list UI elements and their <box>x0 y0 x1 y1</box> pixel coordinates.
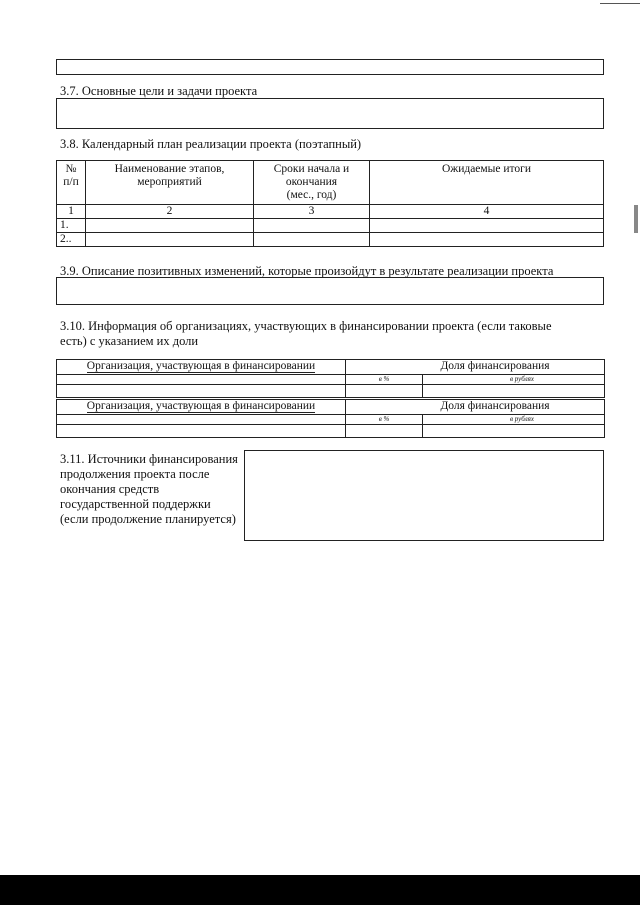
percent-label-2: в % <box>346 415 423 425</box>
row-2-results-cell[interactable] <box>370 233 604 247</box>
col-number-4: 4 <box>370 205 604 219</box>
org-name-cell-2[interactable] <box>57 425 346 438</box>
section-3-8-heading: 3.8. Календарный план реализации проекта (поэтапный) <box>60 137 362 151</box>
org-name-cell-1[interactable] <box>57 385 346 398</box>
header-results: Ожидаемые итоги <box>370 161 604 205</box>
col-number-2: 2 <box>86 205 254 219</box>
org-label-1: Организация, участвующая в финансировании <box>57 360 346 375</box>
row-2-stage-cell[interactable] <box>86 233 254 247</box>
col-number-1: 1 <box>57 205 86 219</box>
percent-cell-2[interactable] <box>346 425 423 438</box>
section-3-9-input-box[interactable] <box>56 277 604 305</box>
header-dates: Сроки начала и окончания (мес., год) <box>254 161 370 205</box>
section-3-10-heading-line1: 3.10. Информация об организациях, участвующих в финансировании проекта (если таковые <box>60 319 552 333</box>
header-number: № п/п <box>57 161 86 205</box>
org-subheader-2 <box>57 415 346 425</box>
scan-edge-mark <box>634 205 638 233</box>
row-1-results-cell[interactable] <box>370 219 604 233</box>
row-1-number: 1. <box>57 219 86 233</box>
percent-cell-1[interactable] <box>346 385 423 398</box>
row-1-stage-cell[interactable] <box>86 219 254 233</box>
section-3-7-heading: 3.7. Основные цели и задачи проекта <box>60 84 258 98</box>
financing-table-2 <box>56 399 605 438</box>
section-3-10-heading-line2: есть) с указанием их доли <box>60 334 199 348</box>
financing-table-1 <box>56 359 605 398</box>
section-3-11-input-box[interactable] <box>244 450 604 541</box>
org-label-2: Организация, участвующая в финансировании <box>57 400 346 415</box>
prev-section-input-box[interactable] <box>56 59 604 75</box>
section-3-9-heading: 3.9. Описание позитивных изменений, которые произойдут в результате реализации проекта <box>60 264 554 278</box>
row-2-dates-cell[interactable] <box>254 233 370 247</box>
rubles-cell-1[interactable] <box>423 385 605 398</box>
calendar-plan-table <box>56 160 604 247</box>
org-subheader-1 <box>57 375 346 385</box>
section-3-7-input-box[interactable] <box>56 98 604 129</box>
scan-bottom-border <box>0 875 640 905</box>
percent-label-1: в % <box>346 375 423 385</box>
row-2-number: 2.. <box>57 233 86 247</box>
col-number-3: 3 <box>254 205 370 219</box>
share-label-1: Доля финансирования <box>346 360 605 375</box>
row-1-dates-cell[interactable] <box>254 219 370 233</box>
share-label-2: Доля финансирования <box>346 400 605 415</box>
section-3-11-label: 3.11. Источники финансирования продолжения проекта после окончания средств государственной поддержки (если продолжение планируется) <box>60 452 238 526</box>
rubles-label-2: в рублях <box>423 415 605 425</box>
rubles-label-1: в рублях <box>423 375 605 385</box>
scan-edge-line <box>600 3 640 4</box>
rubles-cell-2[interactable] <box>423 425 605 438</box>
header-stage-name: Наименование этапов, мероприятий <box>86 161 254 205</box>
